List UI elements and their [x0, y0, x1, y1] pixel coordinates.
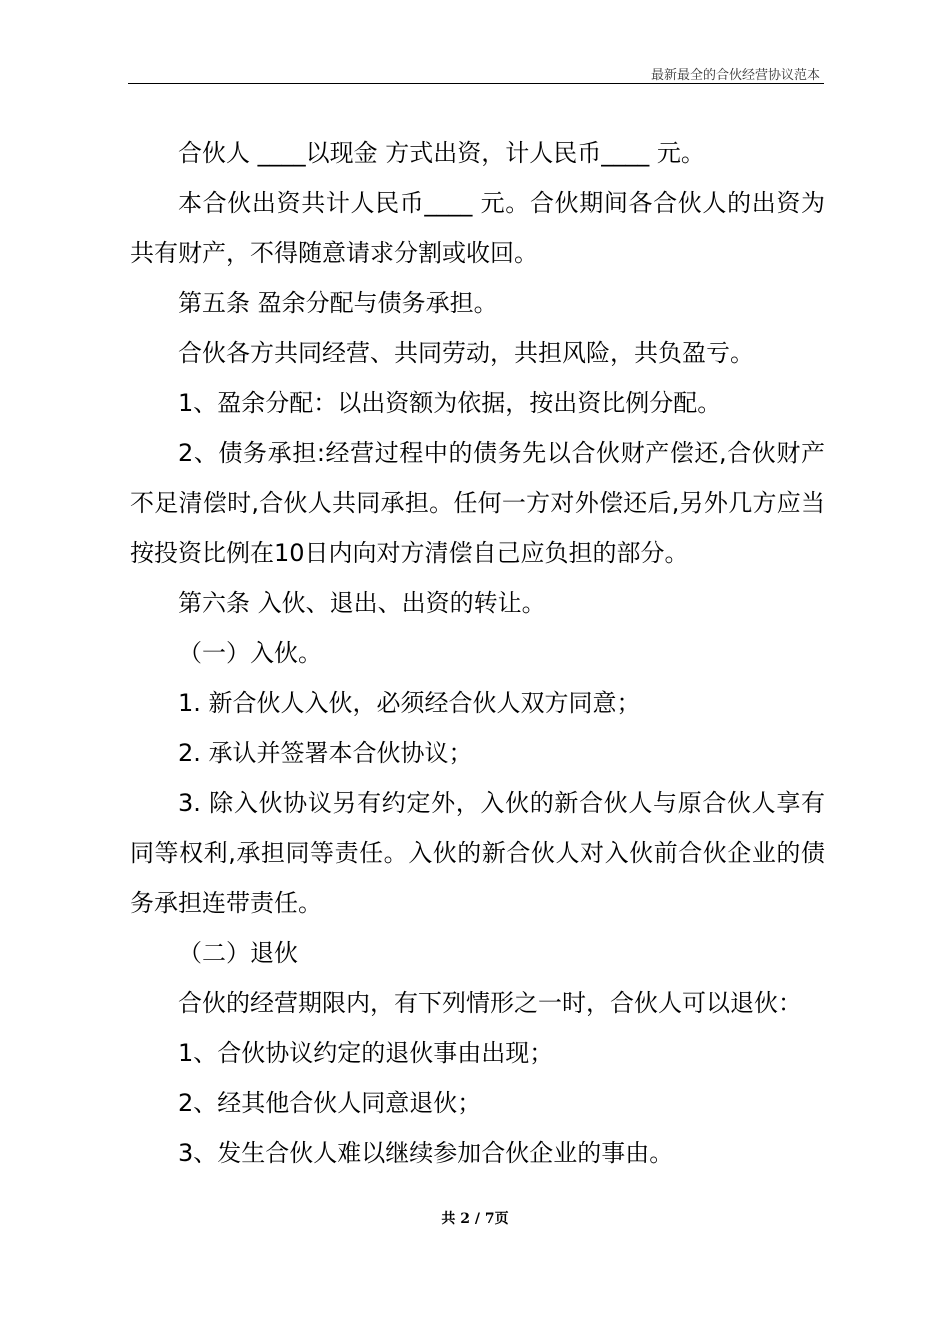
paragraph-2: 本合伙出资共计人民币____ 元。合伙期间各合伙人的出资为共有财产，不得随意请求分割或收回。	[130, 189, 825, 267]
paragraph-5: 1、盈余分配：以出资额为依据，按出资比例分配。	[178, 389, 722, 417]
paragraph-13: 合伙的经营期限内，有下列情形之一时，合伙人可以退伙：	[178, 989, 802, 1017]
header-rule	[128, 83, 824, 84]
paragraph-6: 2、债务承担:经营过程中的债务先以合伙财产偿还,合伙财产不足清偿时,合伙人共同承担。任何一方对外偿还后,另外几方应当按投资比例在10日内向对方清偿自己应负担的部分。	[130, 439, 825, 567]
paragraph-14: 1、合伙协议约定的退伙事由出现；	[178, 1039, 554, 1067]
running-header-title: 最新最全的合伙经营协议范本	[650, 68, 820, 83]
paragraph-4: 合伙各方共同经营、共同劳动，共担风险，共负盈亏。	[178, 339, 754, 367]
document-body	[130, 128, 825, 1178]
paragraph-15: 2、经其他合伙人同意退伙；	[178, 1089, 482, 1117]
paragraph-12: （二）退伙	[178, 939, 298, 967]
paragraph-1: 合伙人 ____以现金 方式出资，计人民币____ 元。	[178, 139, 705, 167]
paragraph-7: 第六条 入伙、退出、出资的转让。	[178, 589, 546, 617]
paragraph-8: （一）入伙。	[178, 639, 322, 667]
paragraph-16: 3、发生合伙人难以继续参加合伙企业的事由。	[178, 1139, 674, 1167]
paragraph-9: 1. 新合伙人入伙，必须经合伙人双方同意；	[178, 689, 641, 717]
paragraph-3: 第五条 盈余分配与债务承担。	[178, 289, 498, 317]
paragraph-10: 2. 承认并签署本合伙协议；	[178, 739, 473, 767]
page-number-footer: 共 2 / 7页	[441, 1211, 509, 1227]
paragraph-11: 3. 除入伙协议另有约定外，入伙的新合伙人与原合伙人享有同等权利,承担同等责任。入伙的新合伙人对入伙前合伙企业的债务承担连带责任。	[130, 789, 825, 917]
